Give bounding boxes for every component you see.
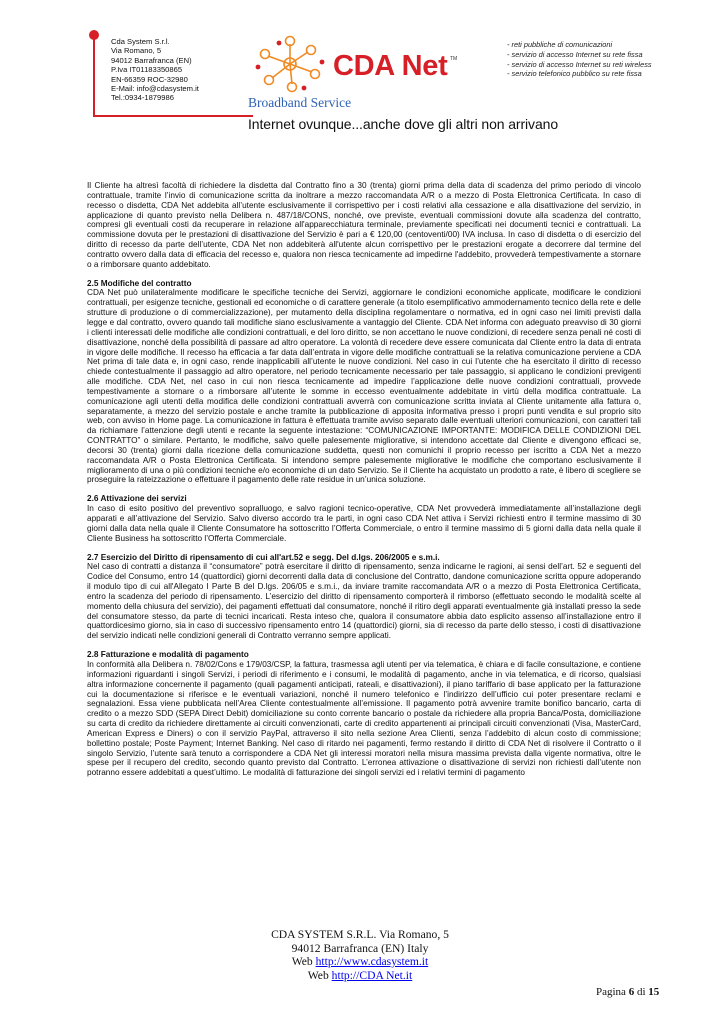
section-title: 2.7 Esercizio del Diritto di ripensamento di cui all'art.52 e segg. Del d.lgs. 206/2005 e s.m.i. [87, 552, 440, 562]
page-current: 6 [628, 986, 635, 998]
footer-company: CDA SYSTEM S.R.L. Via Romano, 5 [271, 928, 449, 941]
service-item: - reti pubbliche di comunicazioni [507, 40, 613, 49]
service-item: - servizio di accesso Internet su rete fissa [507, 49, 643, 59]
company-name: Cda System S.r.l. [111, 37, 170, 46]
trademark-mark: TM [450, 56, 458, 62]
company-phone: Tel.:0934-1879986 [111, 93, 174, 103]
section-title: 2.8 Fatturazione e modalità di pagamento [87, 650, 249, 660]
page-total: 15 [648, 986, 660, 998]
company-address-block [111, 37, 199, 103]
website-link[interactable]: http://CDA Net.it [331, 968, 413, 982]
page-number [596, 986, 659, 998]
company-email: E-Mail: info@cdasystem.it [111, 84, 199, 94]
web-label: Web [307, 968, 329, 982]
contract-body [87, 181, 641, 778]
page-of: di [636, 986, 646, 998]
intro-paragraph: Il Cliente ha altresì facoltà di richiedere la disdetta dal Contratto fino a 30 (trenta) giorni prima della data di scadenza del primo periodo di vincolo contrattuale, tramite l’invio di comunicazione scritta da inoltrare a mezzo raccomandata A/R o a mezzo di Posta Elettronica Certificata. In caso di recesso o disdetta, CDA Net addebita all’utente esclusivamente il corrispettivo per i costi relativi alla cessazione e alla disattivazione del servizio, in applicazione di quanto previsto nella Delibera n. 487/18/CONS, nonché, ove previste, eventuali commissioni dovute alla scadenza del contratto, compresi gli eventuali costi da recuperare in relazione all'apparecchiatura terminale, previamente specificati nei documenti tecnici e contrattuali. La commissione dovuta per le prestazioni di disattivazione del Servizio è pari a € 120,00 (centoventi/00) IVA inclusa. In caso di disdetta o di esercizio del diritto di recesso da parte dell’utente, CDA Net non addebiterà all'utente alcun corrispettivo per le prestazioni erogate a decorrere dal termine del contratto ovvero dalla data di efficacia del recesso e, qualora non riesca tecnicamente ad impedirne l'addebito, provvederà tempestivamente a stornare o a rimborsare quanto addebitato. [87, 181, 641, 269]
brand-tagline: Internet ovunque...anche dove gli altri non arrivano [248, 116, 559, 132]
horizontal-red-rule [93, 115, 253, 117]
brand-logo-text: CDA Net [333, 50, 448, 82]
section-title: 2.5 Modifiche del contratto [87, 278, 192, 288]
service-item: - servizio di accesso Internet su reti wireless [507, 59, 652, 69]
section-2-5 [87, 279, 641, 486]
section-text: In caso di esito positivo del preventivo sopralluogo, e salvo ragioni tecnico-operative, CDA Net provvederà immediatamente all’installazione degli apparati e all’attivazione del Servizio. Salvo diverso accordo tra le parti, in ogni caso CDA Net attiva i Servizi richiesti entro il termine massimo di 30 giorni dalla data nella quale il Cliente Consumatore ha sottoscritto l’Offerta Commerciale, o entro il termine massimo di 5 giorni dalla data nella quale il Cliente Business ha sottoscritto l’Offerta Commerciale. [87, 504, 641, 543]
section-text: Nel caso di contratti a distanza il “consumatore” potrà esercitare il diritto di ripensamento, senza indicarne le ragioni, ai sensi dell’art. 52 e seguenti del Codice del Consumo, entro 14 (quattordici) giorni decorrenti dalla data di conclusione del Contratto, dandone comunicazione scritta oppure adoperando il modulo tipo di cui all'Allegato I Parte B del D.lgs. 206/05 e s.m.i., da inviare tramite raccomandata A/R o a mezzo di Posta Elettronica Certificata, entro la scadenza del periodo di ripensamento. L’esercizio del diritto di ripensamento comporterà il rimborso (effettuato secondo le modalità scelte al momento della chiusura del servizio), dei pagamenti effettuati dal consumatore, nonché il ritiro degli apparati eventualmente già installati presso la sede del consumatore stesso, da parte di tecnici incaricati. Resta inteso che, qualora il consumatore abbia dato esplicito assenso all’installazione entro il quattordicesimo giorno, sia in caso di successivo ripensamento entro 14 (quattordici) giorni, sia di recesso da parte dello stesso, i costi di disattivazione del servizio indicati nelle condizioni generali di Contratto verranno sempre applicati. [87, 562, 641, 641]
page-footer [210, 928, 510, 982]
company-city: 94012 Barrafranca (EN) [111, 55, 192, 65]
section-2-8 [87, 650, 641, 778]
company-registry: EN-66359 ROC-32980 [111, 74, 188, 84]
section-2-7 [87, 553, 641, 642]
vertical-red-rule [93, 36, 95, 116]
footer-city: 94012 Barrafranca (EN) Italy [291, 941, 429, 955]
web-label: Web [291, 955, 313, 969]
page-label: Pagina [596, 986, 626, 998]
services-list [507, 40, 652, 79]
company-street: Via Romano, 5 [111, 46, 162, 56]
section-text: CDA Net può unilateralmente modificare le specifiche tecniche dei Servizi, aggiornare le condizioni economiche applicate, modificare le condizioni contrattuali, per esigenze tecniche, gestionali ed economiche o di carattere generale (a titolo esemplificativo ammodernamento tecnico della rete e delle strutture di produzione o di commercializzazione), per mutamento della disciplina regolamentare o normativa, ed in ogni caso nei limiti previsti dalla legge e dal contratto, ovvero quando tali modifiche siano esclusivamente a vantaggio del Cliente. CDA Net informa con adeguato preavviso di 30 giorni i clienti interessati delle modifiche alle condizioni contrattuali, e del loro diritto, se non accettano le nuove condizioni, di recedere senza penali né costi di disattivazione, nonché della possibilità di passare ad altro operatore. La volontà di recedere deve essere comunicata dal Cliente entro la data di entrata in vigore delle modifiche. Il recesso ha efficacia a far data dall’entrata in vigore delle modifiche contrattuali se la relativa comunicazione perviene a CDA Net prima di tale data e, in ogni caso, rende inapplicabili all’utente le nuove condizioni. Nel caso in cui l’utente che ha esercitato il diritto di recesso chiede contestualmente il passaggio ad altro operatore, nel periodo tecnicamente necessario per tale passaggio, si applicano le condizioni previgenti alle modifiche. CDA Net, nel caso in cui non riesca tecnicamente ad impedire l’applicazione delle nuove condizioni contrattuali, provvede tempestivamente a stornare o a rimborsare all’utente le somme in eccesso eventualmente addebitate in virtù della modifica contrattuale. La comunicazione agli utenti della modifica delle condizioni contrattuali avverrà con comunicazione scritta inviata al Cliente unitamente alla fattura o, separatamente, a mezzo del servizio postale e anche tramite la pubblicazione di apposita informativa presso i propri punti vendita e sul proprio sito web, con avviso in Home page. La comunicazione in fattura è effettuata tramite avviso separato dalle eventuali ulteriori comunicazioni, con caratteri tali da richiamare l’attenzione degli utenti e recante la seguente intestazione: “COMUNICAZIONE IMPORTANTE: MODIFICA DELLE CONDIZIONI DEL CONTRATTO” o similare. Pertanto, le modifiche, salvo quelle palesemente migliorative, si intendono accettate dal Cliente e divengono efficaci se, decorsi 30 (trenta) giorni dalla ricezione della comunicazione suddetta, questi non comunichi il proprio recesso per iscritto a CDA Net a mezzo raccomandata A/R o Posta Elettronica Certificata. Si intendono sempre palesemente migliorative le modifiche che comportano esclusivamente il miglioramento di una o più condizioni tecniche e/o economiche di un dato Servizio. Se il Cliente ha acquistato un prodotto a rate, è libero di scegliere se proseguire la rateizzazione o effettuare il pagamento delle rate residue in un’unica soluzione. [87, 288, 641, 485]
section-text: In conformità alla Delibera n. 78/02/Cons e 179/03/CSP, la fattura, trasmessa agli utenti per via telematica, è chiara e di facile consultazione, e contiene informazioni riguardanti i singoli Servizi, i periodi di riferimento e i consumi, le modalità di pagamento, anche in via telematica, e di ricorso, qualsiasi altra informazione concernente il pagamento (quali pagamenti anticipati, rateali, e disattivazioni), il piano tariffario di base applicato per la fatturazione cui la documentazione si riferisce e le eventuali variazioni, nonché il numero telefonico e l’indirizzo dell’ufficio cui poter presentare reclami e segnalazioni. Essa viene pubblicata nell’Area Cliente contestualmente all’emissione. Il pagamento potrà avvenire tramite bonifico bancario, carta di credito o a mezzo SDD (SEPA Direct Debit) domiciliazione su conto corrente bancario o postale da richiedere alla propria Banca/Posta, domiciliazione su carta di credito da richiedere direttamente ai circuiti convenzionati, carte di credito appartenenti ai principali circuiti convenzionati (Visa, MasterCard, American Express e Diners) o con il servizio PayPal, attraverso il sito nella sezione Area Clienti, senza l’addebito di alcun costo di commissione; bollettino postale; Poste Payment; Internet Banking. Nel caso di ritardo nei pagamenti, fermo restando il diritto di CDA Net di risolvere il Contratto o il singolo Servizio, l’utente sarà tenuto a corrispondere a CDA Net gli interessi moratori nella misura massima prevista dalla vigente normativa, oltre le spese per il recupero del credito, secondo quanto previsto dal Contratto. L’erronea attivazione o disattivazione di servizi non richiesti dall’utente non potranno essere addebitati a quest’ultimo. Le modalità di fatturazione dei singoli servizi ed i relativi termini di pagamento [87, 659, 641, 778]
brand-subtitle: Broadband Service [248, 95, 352, 110]
website-link[interactable]: http://www.cdasystem.it [315, 955, 429, 969]
service-item: - servizio telefonico pubblico su rete fissa [507, 69, 642, 79]
section-2-6 [87, 494, 641, 543]
section-title: 2.6 Attivazione dei servizi [87, 494, 187, 504]
network-logo-icon [250, 34, 330, 94]
footer-web-row [210, 955, 510, 969]
letterhead [0, 0, 724, 150]
company-vat: P.Iva IT01183350865 [111, 65, 183, 75]
footer-web-row [210, 969, 510, 983]
